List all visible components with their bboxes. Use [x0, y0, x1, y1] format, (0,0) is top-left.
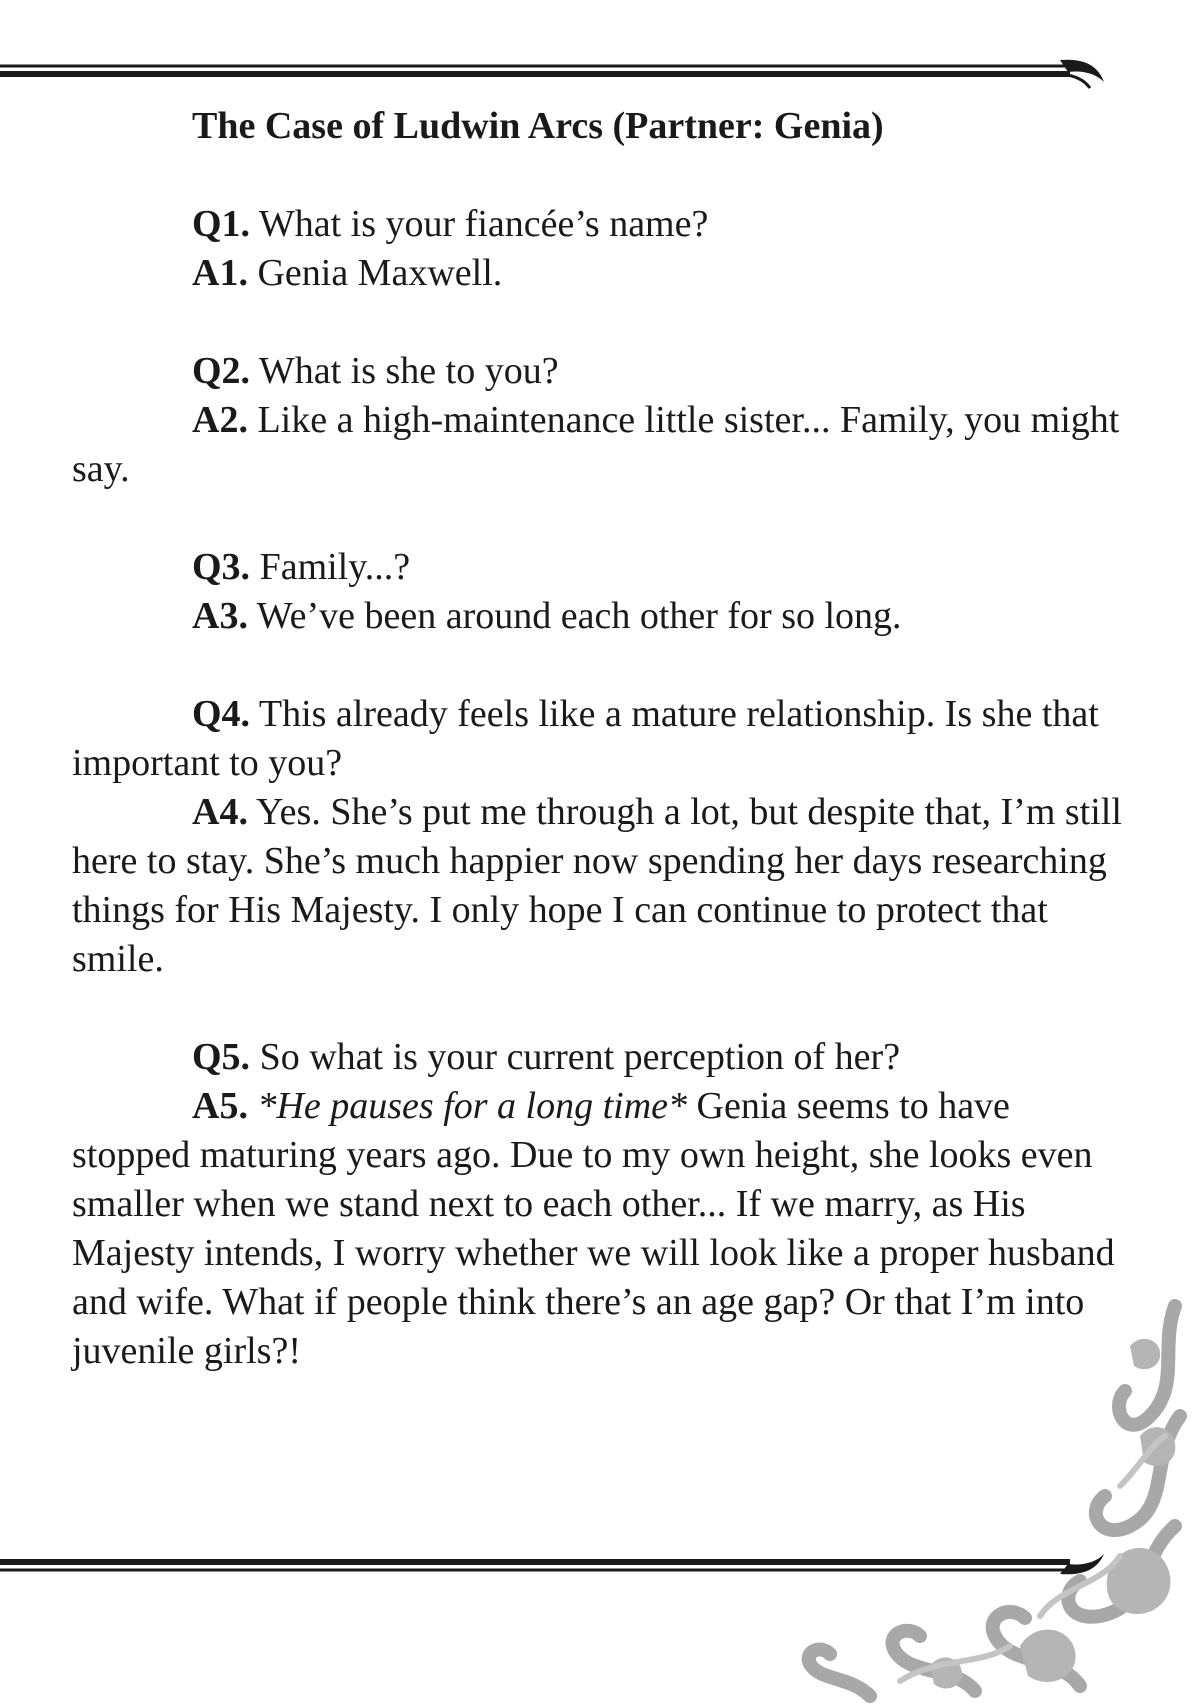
corner-flourish-ornament [780, 1286, 1200, 1706]
qa-item-3 [72, 543, 1122, 641]
answer-3: A3. We’ve been around each other for so long. [192, 595, 902, 637]
interview-content [72, 92, 1122, 1376]
answer-2: A2. Like a high-maintenance little sister... Family, you might say. [72, 399, 1120, 490]
top-border-rule [0, 52, 1110, 92]
question-2: Q2. What is she to you? [192, 350, 559, 392]
question-1: Q1. What is your fiancée’s name? [192, 203, 709, 245]
qa-item-1 [72, 200, 1122, 298]
question-5: Q5. So what is your current perception of her? [192, 1036, 901, 1078]
answer-5: A5. *He pauses for a long time* Genia seems to have stopped maturing years ago. Due to my own height, she looks even smaller when we stand next to each other... If we marry, as His Majesty intends, I worry whether we will look like a proper husband and wife. What if people think there’s an age gap? Or that I’m into juvenile girls?! [72, 1085, 1115, 1372]
answer-1: A1. Genia Maxwell. [192, 252, 503, 294]
qa-item-2 [72, 347, 1122, 494]
answer-4: A4. Yes. She’s put me through a lot, but despite that, I’m still here to stay. She’s much happier now spending her days researching things for His Majesty. I only hope I can continue to protect that smile. [72, 791, 1122, 980]
qa-item-4 [72, 690, 1122, 984]
question-4: Q4. This already feels like a mature relationship. Is she that important to you? [72, 693, 1099, 784]
page-title: The Case of Ludwin Arcs (Partner: Genia) [192, 105, 884, 147]
question-3: Q3. Family...? [192, 546, 411, 588]
